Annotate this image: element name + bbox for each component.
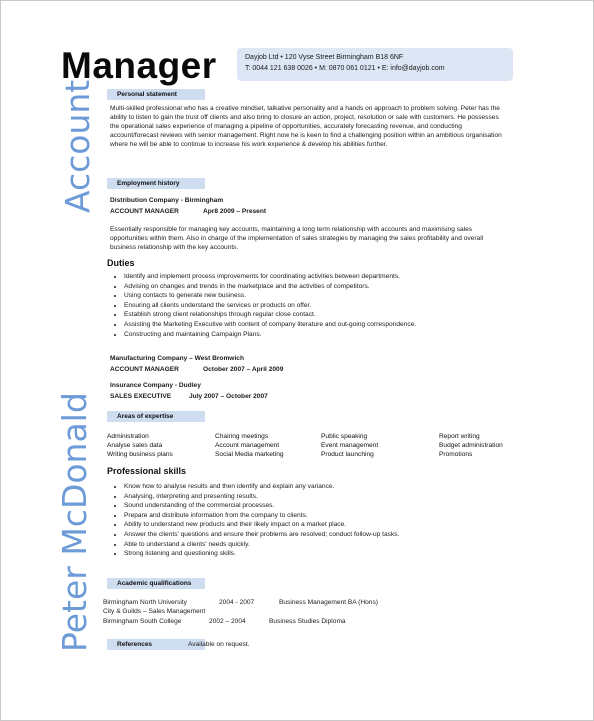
section-personal-heading: Personal statement	[107, 89, 205, 100]
expertise-item: Promotions	[439, 451, 473, 458]
contact-address: Dayjob Ltd • 120 Vyse Street Birmingham B18 6NF	[245, 54, 404, 61]
academic-line-2: City & Guilds – Sales Management	[103, 608, 206, 615]
academic-dates-3: 2002 – 2004	[209, 618, 246, 625]
expertise-item: Budget administration	[439, 442, 503, 449]
list-item: • Sound understanding of the commercial processes.	[124, 501, 399, 511]
list-item: • Know how to analyse results and then identify and explain any variance.	[124, 482, 399, 492]
expertise-row	[107, 441, 527, 450]
list-item: • Establish strong client relationships through regular close contact.	[124, 310, 416, 320]
expertise-item: Writing business plans	[107, 451, 173, 458]
list-item: • Strong listening and questioning skills.	[124, 549, 399, 559]
job1-description: Essentially responsible for managing key accounts, maintaining a long term relationship with accounts and maximising sales opportunities within them. Also in charge of the implementation of sales strategies by managing the sales profitability and overall business relationship with the key accounts.	[110, 226, 484, 252]
list-item: • Identify and implement process improvements for coordinating activities between departments.	[124, 272, 416, 282]
expertise-item: Social Media marketing	[215, 451, 284, 458]
skills-heading: Professional skills	[107, 466, 187, 476]
section-academic-heading: Academic qualifications	[107, 578, 205, 589]
contact-phone-email: T: 0044 121 638 0026 • M: 0870 061 0121 • E: info@dayjob.com	[245, 65, 445, 72]
page-title: Manager	[61, 45, 217, 86]
academic-dates-1: 2004 - 2007	[219, 599, 255, 606]
duties-heading: Duties	[107, 258, 135, 268]
section-references-heading: References	[107, 639, 205, 650]
list-item: • Prepare and distribute information from the company to clients.	[124, 511, 399, 521]
list-item: • Advising on changes and trends in the marketplace and the activities of competitors.	[124, 282, 416, 292]
job1-company: Distribution Company - Birmingham	[110, 197, 224, 204]
job1-title: ACCOUNT MANAGER	[110, 208, 179, 215]
duties-list	[110, 272, 416, 339]
academic-degree-1: Business Management BA (Hons)	[279, 599, 378, 606]
list-item: • Using contacts to generate new business.	[124, 291, 416, 301]
expertise-item: Product launching	[321, 451, 374, 458]
references-text: Available on request.	[188, 641, 250, 648]
job2-company: Manufacturing Company – West Bromwich	[110, 355, 244, 362]
expertise-item: Event management	[321, 442, 379, 449]
expertise-grid	[107, 432, 527, 459]
expertise-item: Account management	[215, 442, 280, 449]
section-expertise-heading: Areas of expertise	[107, 411, 205, 422]
list-item: • Assisting the Marketing Executive with content of company literature and out-going correspondence.	[124, 320, 416, 330]
expertise-item: Report writing	[439, 433, 480, 440]
expertise-row	[107, 432, 527, 441]
list-item: • Constructing and maintaining Campaign Plans.	[124, 330, 416, 340]
list-item: • Able to understand a clients' needs quickly.	[124, 540, 399, 550]
section-employment-heading: Employment history	[107, 178, 205, 189]
sidebar-role: Account	[58, 79, 97, 213]
job1-dates: Apr8 2009 – Present	[203, 208, 267, 215]
job3-company: Insurance Company - Dudley	[110, 382, 201, 389]
academic-degree-3: Business Studies Diploma	[269, 618, 346, 625]
list-item: • Ability to understand new products and their likely impact on a market place.	[124, 520, 399, 530]
job2-title: ACCOUNT MANAGER	[110, 366, 179, 373]
expertise-item: Administration	[107, 433, 149, 440]
job3-title: SALES EXECUTIVE	[110, 393, 172, 400]
expertise-row	[107, 450, 527, 459]
contact-box	[237, 48, 513, 81]
academic-school-1: Birmingham North University	[103, 599, 187, 606]
academic-school-3: Birmingham South College	[103, 618, 182, 625]
expertise-item: Analyse sales data	[107, 442, 163, 449]
job3-dates: July 2007 – October 2007	[189, 393, 268, 400]
personal-statement-text: Multi-skilled professional who has a creative mindset, talkative personality and a hands on approach to problem solving. Peter has the ability to listen to gain the trust off clients and also bring to closure an action, project, resolution or sale with customers. He possesses the operational sales experience of managing a pipeline of opportunities, accurately forecasting revenue, and conducting account/forecast reviews with senior management. Right now he is keen to find a challenging position within an ambitious organisation where he will be able to continue to increase his work experience & develop his abilities further.	[110, 105, 502, 149]
expertise-item: Chairing meetings	[215, 433, 269, 440]
job2-dates: October 2007 – April 2009	[203, 366, 284, 373]
list-item: • Ensuring all clients understand the services or products on offer.	[124, 301, 416, 311]
skills-list	[110, 482, 399, 559]
list-item: • Analysing, interpreting and presenting results.	[124, 492, 399, 502]
sidebar-name: Peter McDonald	[55, 392, 94, 652]
expertise-item: Public speaking	[321, 433, 368, 440]
list-item: • Answer the clients' questions and ensure their problems are resolved; conduct follow-up tasks.	[124, 530, 399, 540]
